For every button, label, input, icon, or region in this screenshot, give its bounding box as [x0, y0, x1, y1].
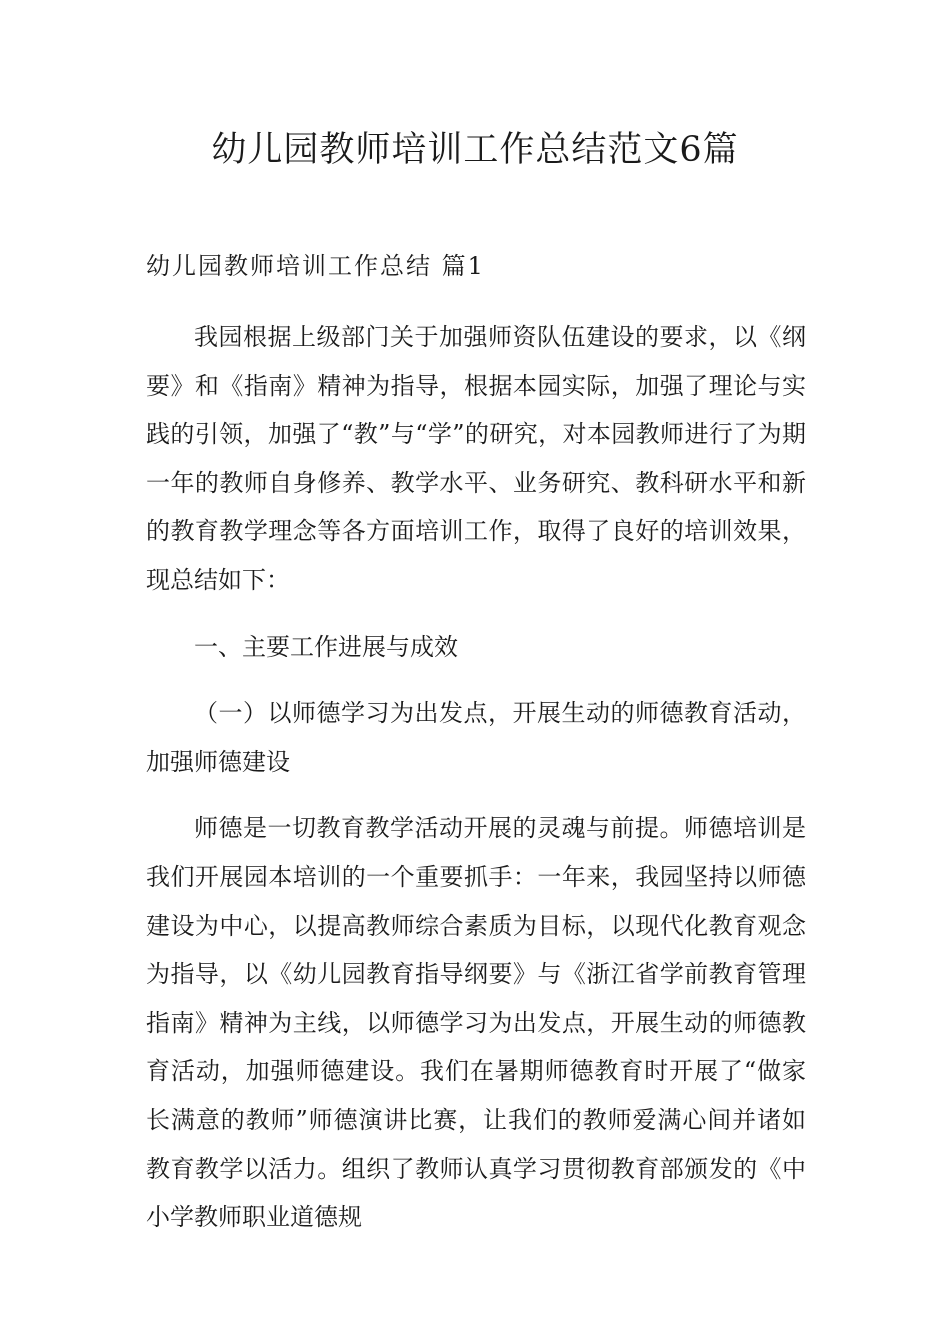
- paragraph-subsection: （一）以师德学习为出发点，开展生动的师德教育活动，加强师德建设: [146, 699, 806, 776]
- paragraph-subheading: 一、主要工作进展与成效: [194, 632, 458, 661]
- document-body: [146, 313, 806, 1242]
- paragraph-teacher-ethics: 师德是一切教育教学活动开展的灵魂与前提。师德培训是我们开展园本培训的一个重要抓手：一年来，我园坚持以师德建设为中心，以提高教师综合素质为目标，以现代化教育观念为指导，以《幼儿园教育指导纲要》与《浙江省学前教育管理指南》精神为主线，以师德学习为出发点，开展生动的师德教育活动，加强师德建设。我们在暑期师德教育时开展了“做家长满意的教师”师德演讲比赛，让我们的教师爱满心间并诸如教育教学以活力。组织了教师认真学习贯彻教育部颁发的《中小学教师职业道德规: [146, 814, 806, 1232]
- document-title: 幼儿园教师培训工作总结范文6篇: [211, 130, 739, 170]
- paragraph-intro: 我园根据上级部门关于加强师资队伍建设的要求，以《纲要》和《指南》精神为指导，根据本园实际，加强了理论与实践的引领，加强了“教”与“学”的研究，对本园教师进行了为期一年的教师自身修养、教学水平、业务研究、教科研水平和新的教育教学理念等各方面培训工作，取得了良好的培训效果，现总结如下：: [146, 323, 806, 594]
- section-heading: 幼儿园教师培训工作总结 篇1: [146, 252, 485, 280]
